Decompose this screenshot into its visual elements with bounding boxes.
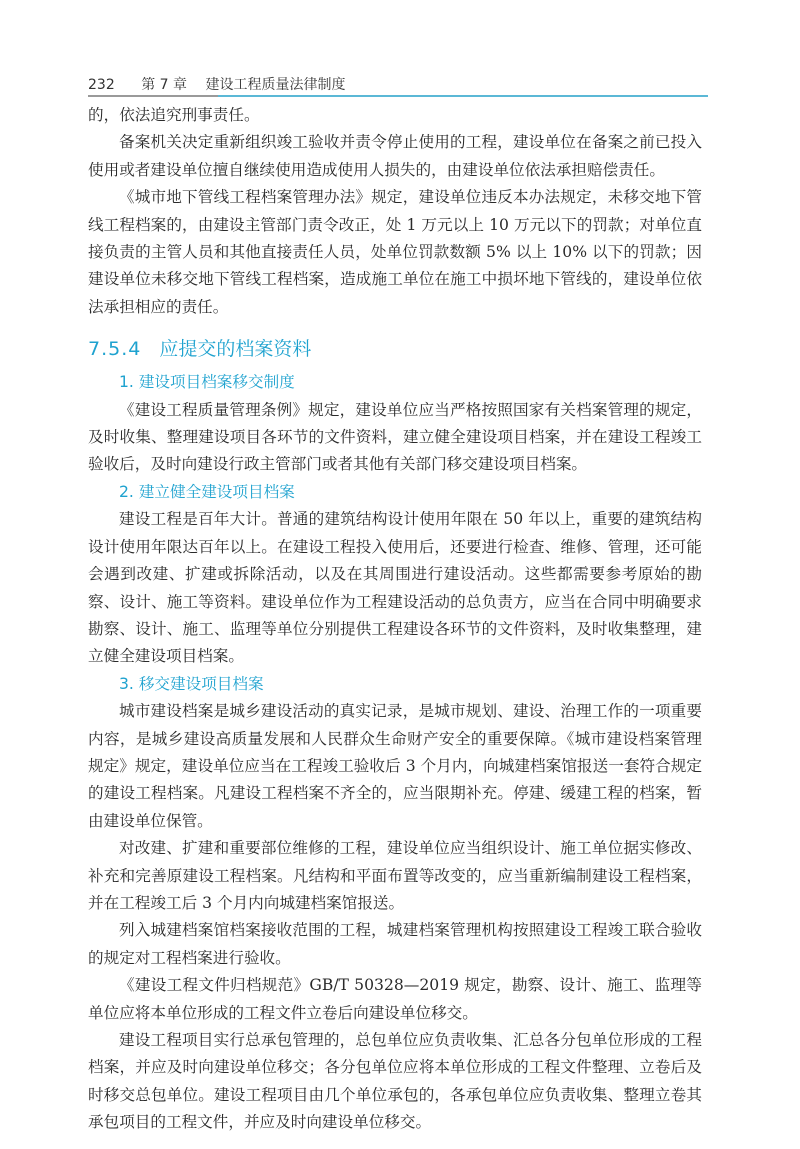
section-heading bbox=[88, 335, 702, 363]
running-header bbox=[88, 74, 708, 94]
subsection-heading-2: 2. 建立健全建设项目档案 bbox=[119, 482, 295, 501]
paragraph: 城市建设档案是城乡建设活动的真实记录，是城市规划、建设、治理工作的一项重要内容，是城乡建设高质量发展和人民群众生命财产安全的重要保障。《城市建设档案管理规定》规定，建设单位应当在工程竣工验收后 3 个月内，向城建档案馆报送一套符合规定的建设工程档案。凡建设工程档案不齐全的，应当限期补充。停建、缓建工程的档案，暂由建设单位保管。 bbox=[88, 702, 702, 830]
paragraph: 建设工程是百年大计。普通的建筑结构设计使用年限在 50 年以上，重要的建筑结构设计使用年限达百年以上。在建设工程投入使用后，还要进行检查、维修、管理，还可能会遇到改建、扩建或拆除活动，以及在其周围进行建设活动。这些都需要参考原始的勘察、设计、施工等资料。建设单位作为工程建设活动的总负责方，应当在合同中明确要求勘察、设计、施工、监理等单位分别提供工程建设各环节的文件资料，及时收集整理，建立健全建设项目档案。 bbox=[88, 510, 702, 666]
subsection-heading-1: 1. 建设项目档案移交制度 bbox=[119, 373, 295, 392]
section-title: 应提交的档案资料 bbox=[159, 338, 312, 361]
section-number: 7.5.4 bbox=[88, 338, 142, 361]
page-number: 232 bbox=[88, 77, 115, 93]
paragraph: 《城市地下管线工程档案管理办法》规定，建设单位违反本办法规定，未移交地下管线工程档案的，由建设主管部门责令改正，处 1 万元以上 10 万元以下的罚款；对单位直接负责的主管人员和其他直接责任人员，处单位罚款数额 5% 以上 10% 以下的罚款；因建设单位未移交地下管线工程档案，造成施工单位在施工中损坏地下管线的，建设单位依法承担相应的责任。 bbox=[88, 188, 702, 316]
subsection-heading-3: 3. 移交建设项目档案 bbox=[119, 674, 264, 693]
page-body bbox=[88, 102, 702, 1137]
paragraph: 备案机关决定重新组织竣工验收并责令停止使用的工程，建设单位在备案之前已投入使用或者建设单位擅自继续使用造成使用人损失的，由建设单位依法承担赔偿责任。 bbox=[88, 133, 702, 179]
header-rule bbox=[88, 95, 708, 97]
chapter-label: 第 7 章 bbox=[141, 77, 187, 93]
chapter-title: 建设工程质量法律制度 bbox=[205, 77, 346, 93]
paragraph: 列入城建档案馆档案接收范围的工程，城建档案管理机构按照建设工程竣工联合验收的规定对工程档案进行验收。 bbox=[88, 921, 702, 967]
paragraph: 建设工程项目实行总承包管理的，总包单位应负责收集、汇总各分包单位形成的工程档案，并应及时向建设单位移交；各分包单位应将本单位形成的工程文件整理、立卷后及时移交总包单位。建设工程项目由几个单位承包的，各承包单位应负责收集、整理立卷其承包项目的工程文件，并应及时向建设单位移交。 bbox=[88, 1031, 702, 1132]
paragraph: 的，依法追究刑事责任。 bbox=[88, 106, 260, 124]
paragraph: 《建设工程文件归档规范》GB/T 50328—2019 规定，勘察、设计、施工、监理等单位应将本单位形成的工程文件立卷后向建设单位移交。 bbox=[88, 976, 702, 1022]
paragraph: 《建设工程质量管理条例》规定，建设单位应当严格按照国家有关档案管理的规定，及时收集、整理建设项目各环节的文件资料，建立健全建设项目档案，并在建设工程竣工验收后，及时向建设行政主管部门或者其他有关部门移交建设项目档案。 bbox=[88, 400, 702, 474]
paragraph: 对改建、扩建和重要部位维修的工程，建设单位应当组织设计、施工单位据实修改、补充和完善原建设工程档案。凡结构和平面布置等改变的，应当重新编制建设工程档案，并在工程竣工后 3 个月内向城建档案馆报送。 bbox=[88, 839, 702, 912]
